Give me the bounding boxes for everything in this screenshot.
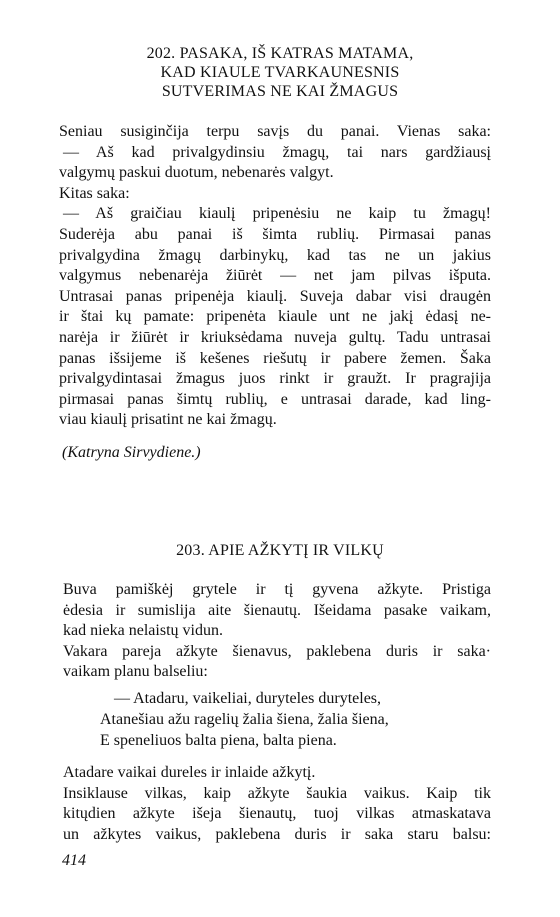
story-202-title-line: KAD KIAULE TVARKAUNESNIS (160, 64, 400, 81)
text-line: Kitas saka: (59, 184, 130, 202)
text-line: Suderėja abu panai iš šimta rublių. Pirmasai panas (59, 225, 491, 243)
text-line: pirmasai panas šimtų rublių, e untrasai darade, kad ling- (59, 390, 491, 408)
text-line: Untrasai panas pripenėja kiaulį. Suveja dabar visi draugėn (59, 287, 491, 305)
page-number: 414 (62, 852, 86, 869)
verse-line: Atanešiau ažu ragelių žalia šiena, žalia šiena, (100, 711, 389, 728)
text-line: privalgydina žmagų darbinykų, kad tas ne un jakius (59, 246, 491, 264)
story-203-title-line: 203. APIE AŽKYTĮ IR VILKŲ (176, 542, 384, 559)
story-203-title (0, 541, 560, 560)
story-202-title (0, 44, 560, 101)
text-line: ir štai kų pamate: pripenėta kiaule unt ne jakį ėdasį ne- (59, 308, 491, 326)
text-line: kitųdien ažkyte išeja šienautų, tuoj vilkas atmaskatava (63, 805, 491, 823)
text-line: ėdesia ir sumislija aite šienautų. Išeidama pasake vaikam, (63, 601, 491, 619)
text-line: — Aš graičiau kiaulį pripenėsiu ne kaip tu žmagų! (63, 205, 491, 223)
text-line: valgymus nebenarėja žiūrėt — net jam pilvas išputa. (59, 267, 491, 285)
text-line: vaikam planu balseliu: (63, 663, 208, 681)
text-line: privalgydintasai žmagus juos rinkt ir graužt. Ir pragrajija (59, 370, 491, 388)
story-203-verse (100, 688, 389, 751)
text-line: kad nieka nelaistų vidun. (63, 622, 223, 640)
text-line: Insiklause vilkas, kaip ažkyte šaukia vaikus. Kaip tik (63, 784, 491, 802)
text-line: Seniau susiginčija terpu savįs du panai. Vienas saka: (59, 123, 491, 140)
text-line: panas išsijeme iš kešenes riešutų ir pabere žemen. Šaka (59, 349, 491, 367)
text-line: un ažkytes vaikus, paklebena duris ir saka staru balsu: (63, 825, 491, 843)
text-line: Atadare vaikai dureles ir inlaide ažkytį. (63, 764, 316, 781)
verse-line: — Atadaru, vaikeliai, duryteles duryteles, (114, 690, 382, 707)
text-line: Vakara pareja ažkyte šienavus, paklebena duris ir saka· (63, 642, 491, 660)
text-line: Buva pamiškėj grytele ir tį gyvena ažkyte. Pristiga (63, 581, 491, 598)
story-203-paragraph-2 (63, 763, 491, 845)
story-202-title-line: SUTVERIMAS NE KAI ŽMAGUS (161, 83, 399, 100)
text-line: — Aš kad privalgydinsiu žmagų, tai nars gardžiausį (63, 143, 491, 161)
story-203-paragraph-1 (63, 580, 491, 683)
text-line: viau kiaulį prisatint ne kai žmagų. (59, 411, 277, 429)
text-line: narėja ir žiūrėt ir kriuksėdama nuveja gultų. Tadu untrasai (59, 328, 491, 346)
verse-line: E speneliuos balta piena, balta piena. (100, 732, 337, 749)
story-202-title-line: 202. PASAKA, IŠ KATRAS MATAMA, (146, 45, 414, 62)
story-202-body (59, 122, 491, 431)
text-line: valgymų paskui duotum, nebenarės valgyt. (59, 164, 334, 182)
story-202-signature: (Katryna Sirvydiene.) (62, 444, 201, 461)
